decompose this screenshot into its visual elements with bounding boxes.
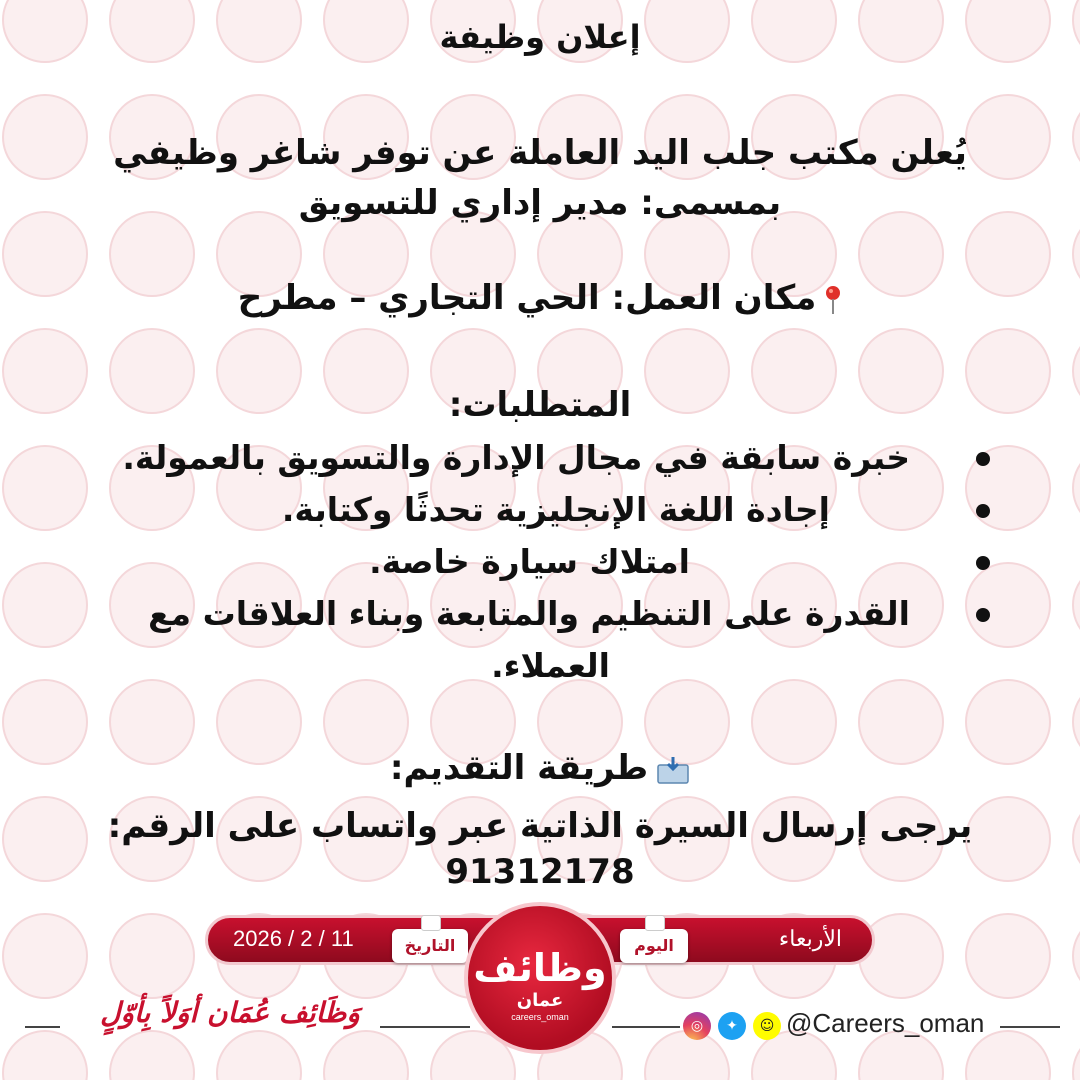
slogan: وَظَائِف عُمَان أوَلاً بِأوّلٍ xyxy=(100,996,360,1029)
location-line xyxy=(0,278,1080,318)
location-text: مكان العمل: الحي التجاري – مطرح xyxy=(237,278,817,318)
requirements-heading: المتطلبات: xyxy=(448,385,632,425)
date-value: 2026 / 2 / 11 xyxy=(233,926,354,951)
snapchat-icon[interactable]: ☺ xyxy=(753,1012,781,1040)
watermark-mark xyxy=(217,1031,301,1080)
apply-heading: طريقة التقديم: xyxy=(389,748,649,788)
bullet-icon xyxy=(976,452,990,466)
watermark-mark xyxy=(3,563,87,647)
intro-line-1: يُعلن مكتب جلب اليد العاملة عن توفر شاغر وظيفي xyxy=(113,133,967,173)
watermark-mark xyxy=(110,1031,194,1080)
watermark-mark xyxy=(1073,914,1080,998)
divider-right xyxy=(1000,1026,1060,1028)
page-title: إعلان وظيفة xyxy=(439,18,641,56)
divider-center-right xyxy=(612,1026,680,1028)
intro-line-2: بمسمى: مدير إداري للتسويق xyxy=(298,183,782,223)
phone-number: 91312178 xyxy=(445,852,635,892)
inbox-tray-icon xyxy=(656,755,690,785)
instagram-icon[interactable]: ◎ xyxy=(683,1012,711,1040)
watermark-mark xyxy=(1073,446,1080,530)
list-item: امتلاك سيارة خاصة. xyxy=(90,536,990,588)
brand-logo: وظائف عمان careers_oman xyxy=(464,902,616,1054)
watermark-mark xyxy=(1073,563,1080,647)
day-value: الأربعاء xyxy=(778,926,842,951)
list-item-continuation: العملاء. xyxy=(491,646,610,685)
list-item: خبرة سابقة في مجال الإدارة والتسويق بالعمولة. xyxy=(90,432,990,484)
social-handle[interactable]: @Careers_oman xyxy=(786,1008,985,1038)
map-pin-icon xyxy=(824,285,842,315)
watermark-mark xyxy=(1073,1031,1080,1080)
bullet-icon xyxy=(976,504,990,518)
watermark-mark xyxy=(3,914,87,998)
watermark-mark xyxy=(324,1031,408,1080)
divider-left xyxy=(25,1026,60,1028)
watermark-mark xyxy=(966,914,1050,998)
list-item: القدرة على التنظيم والمتابعة وبناء العلاقات مع xyxy=(90,588,990,640)
twitter-icon[interactable]: ✦ xyxy=(718,1012,746,1040)
apply-heading-line xyxy=(0,748,1080,788)
intro-text xyxy=(0,128,1080,228)
watermark-mark xyxy=(3,1031,87,1080)
watermark-mark xyxy=(3,446,87,530)
date-tag: التاريخ xyxy=(392,929,468,963)
day-tag: اليوم xyxy=(620,929,688,963)
calendar-icon xyxy=(421,915,441,931)
bullet-icon xyxy=(976,556,990,570)
bullet-icon xyxy=(976,608,990,622)
requirements-list xyxy=(90,432,990,692)
apply-text: يرجى إرسال السيرة الذاتية عبر واتساب على الرقم: xyxy=(107,806,973,846)
calendar-icon xyxy=(645,915,665,931)
list-item: إجادة اللغة الإنجليزية تحدثًا وكتابة. xyxy=(90,484,990,536)
watermark-mark xyxy=(110,914,194,998)
watermark-mark xyxy=(645,1031,729,1080)
